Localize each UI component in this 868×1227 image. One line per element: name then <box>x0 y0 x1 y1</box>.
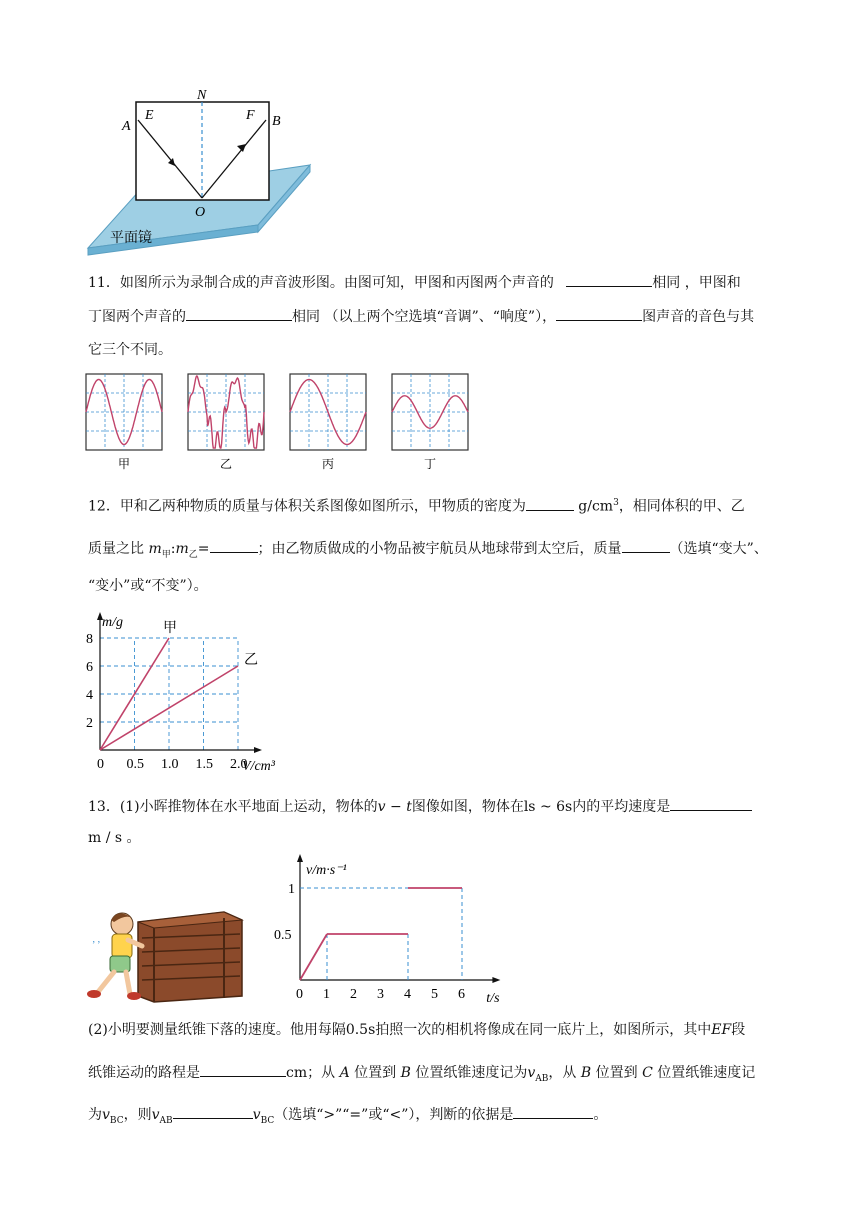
boy-pushing-crate-illustration <box>84 904 254 1004</box>
q12-m: m <box>148 541 162 557</box>
q13-v: v <box>252 1107 261 1123</box>
q12-text: 12．甲和乙两种物质的质量与体积关系图像如图所示，甲物质的密度为 <box>88 498 526 515</box>
q11-text: 丁图两个声音的 <box>88 309 186 325</box>
x-tick-label: 3 <box>377 987 384 1002</box>
mass-volume-chart <box>84 610 294 780</box>
q13-line2 <box>88 828 141 848</box>
q13-text: 段 <box>731 1022 746 1038</box>
x-tick-label: 1.5 <box>195 757 213 772</box>
x-tick-label: 2.0 <box>230 757 248 772</box>
label-B: B <box>272 114 281 129</box>
mirror-label: 平面镜 <box>110 231 152 246</box>
label-N: N <box>197 88 207 103</box>
q13-sub: BC <box>260 1115 275 1126</box>
q12-text: ；由乙物质做成的小物品被宇航员从地球带到太空后，质量 <box>257 541 622 557</box>
waveform-label: 乙 <box>220 457 233 471</box>
y-axis-label: v/m·s⁻¹ <box>306 863 347 878</box>
x-tick-label: 0 <box>296 987 303 1002</box>
q13-text: 位置到 <box>595 1065 638 1081</box>
q11-blank-2[interactable] <box>186 306 292 321</box>
q13-text: 13．(1)小晖推物体在水平地面上运动，物体的 <box>88 799 378 815</box>
q13-blank-3[interactable] <box>173 1104 253 1119</box>
x-tick-label: 5 <box>431 987 438 1002</box>
q12-eq: = <box>197 541 210 557</box>
q13-text: cm；从 <box>286 1065 336 1081</box>
q13-A: A <box>339 1065 350 1081</box>
q11-blank-1[interactable] <box>566 272 652 287</box>
q12-blank-1[interactable] <box>526 496 574 511</box>
q13-p2-line2 <box>88 1062 755 1089</box>
q11-text: ，甲图和 <box>684 275 741 291</box>
velocity-time-chart <box>274 852 514 1012</box>
q12-line3 <box>88 576 208 596</box>
x-tick-label: 6 <box>458 987 465 1002</box>
q13-text: 位置纸锥速度记为 <box>415 1065 528 1081</box>
q13-line1 <box>88 796 752 817</box>
q11-text: 11．如图所示为录制合成的声音波形图。由图可知，甲图和丙图两个声音的 <box>88 275 554 291</box>
q13-blank-2[interactable] <box>200 1062 286 1077</box>
q12-unit-sup: 3 <box>613 498 619 508</box>
q12-colon: : <box>170 541 176 557</box>
q12-text: “变小”或“不变”）。 <box>88 578 208 594</box>
q11-text: 相同 <box>292 309 320 325</box>
x-axis-label: V/cm³ <box>242 759 275 774</box>
q13-p2-line3 <box>88 1104 607 1131</box>
q13-EF: EF <box>711 1022 732 1038</box>
x-tick-label: 0.5 <box>126 757 144 772</box>
q13-C: C <box>642 1065 653 1081</box>
q12-blank-2[interactable] <box>210 538 258 553</box>
q13-blank-4[interactable] <box>513 1104 593 1119</box>
y-axis-label: m/g <box>102 615 123 630</box>
y-tick-label: 2 <box>86 716 93 731</box>
q12-sub: 甲 <box>161 549 171 560</box>
q12-line2 <box>88 538 768 565</box>
q13-text: 位置纸锥速度记 <box>657 1065 756 1081</box>
q13-text: 图像如图，物体在 <box>411 799 524 815</box>
label-O: O <box>195 205 206 220</box>
x-axis-label: t/s <box>486 991 500 1006</box>
x-tick-label: 4 <box>404 987 411 1002</box>
y-tick-label: 8 <box>86 632 93 647</box>
q13-text: 为 <box>88 1107 102 1123</box>
y-tick-label: 1 <box>288 882 295 897</box>
x-tick-label: 1 <box>323 987 330 1002</box>
y-axis-arrow <box>297 854 303 862</box>
q13-sub: AB <box>159 1115 173 1126</box>
q13-text: ，从 <box>548 1065 577 1081</box>
q13-v: v <box>151 1107 160 1123</box>
waveform-label: 丙 <box>322 457 335 471</box>
q11-text: 它三个不同。 <box>88 342 172 358</box>
series-label: 乙 <box>244 653 258 668</box>
q12-unit: g/cm <box>578 498 614 515</box>
q12-text: （选填“变大”、 <box>669 541 768 557</box>
q11-line2 <box>88 306 754 327</box>
q13-B: B <box>580 1065 592 1081</box>
series-label: 甲 <box>163 621 177 636</box>
y-tick-label: 4 <box>86 688 93 703</box>
q12-m: m <box>175 541 189 557</box>
q13-text: (2)小明要测量纸锥下落的速度。他用每隔0.5s拍照一次的相机将像成在同一底片上，如图所示，其中 <box>88 1022 712 1038</box>
x-axis-arrow <box>254 747 262 753</box>
q13-B: B <box>400 1065 411 1081</box>
q12-sub: 乙 <box>188 549 198 560</box>
q13-vt: v − t <box>377 799 412 815</box>
q12-text: 质量之比 <box>88 541 144 557</box>
q13-text: 。 <box>593 1107 608 1123</box>
x-tick-label: 2 <box>350 987 357 1002</box>
q13-sub: BC <box>109 1115 124 1126</box>
svg-text:’ ’: ’ ’ <box>92 940 101 951</box>
q11-line3 <box>88 340 172 360</box>
q11-line1 <box>88 272 741 293</box>
q13-sub: AB <box>535 1073 549 1084</box>
label-F: F <box>246 108 255 123</box>
q13-text: 纸锥运动的路程是 <box>88 1065 200 1081</box>
q11-text: （以上两个空选填“音调”、“响度”）， <box>324 309 557 325</box>
q13-range: ls ~ 6s <box>523 799 573 815</box>
q13-text: （选填“>”“=”或“<”），判断的依据是 <box>274 1107 514 1123</box>
waveform-label: 甲 <box>118 457 131 471</box>
q11-text: 相同 <box>652 275 681 291</box>
y-tick-label: 6 <box>86 660 93 675</box>
q11-blank-3[interactable] <box>556 306 642 321</box>
q11-text: 图声音的音色与其 <box>642 309 755 325</box>
x-tick-label: 1.0 <box>161 757 179 772</box>
label-E: E <box>145 108 154 123</box>
x-axis-arrow <box>492 977 500 983</box>
label-A: A <box>122 119 131 134</box>
q13-text: 内的平均速度是 <box>572 799 671 815</box>
q13-v: v <box>102 1107 110 1123</box>
q12-text: ，相同体积的甲、乙 <box>618 498 745 515</box>
waveform-label: 丁 <box>424 457 437 471</box>
q13-v: v <box>527 1065 536 1081</box>
q13-blank-1[interactable] <box>670 796 752 811</box>
q12-blank-3[interactable] <box>622 538 670 553</box>
y-tick-label: 0.5 <box>274 928 292 943</box>
x-tick-label: 0 <box>97 757 104 772</box>
q13-text: 位置到 <box>354 1065 397 1081</box>
q13-text: m / s 。 <box>88 830 141 846</box>
waveform-panels <box>84 372 484 474</box>
q12-line1 <box>88 493 745 517</box>
q13-p2-line1 <box>88 1020 745 1040</box>
reflection-figure <box>80 80 320 260</box>
series-segment <box>300 934 327 980</box>
q13-text: ，则 <box>123 1107 152 1123</box>
